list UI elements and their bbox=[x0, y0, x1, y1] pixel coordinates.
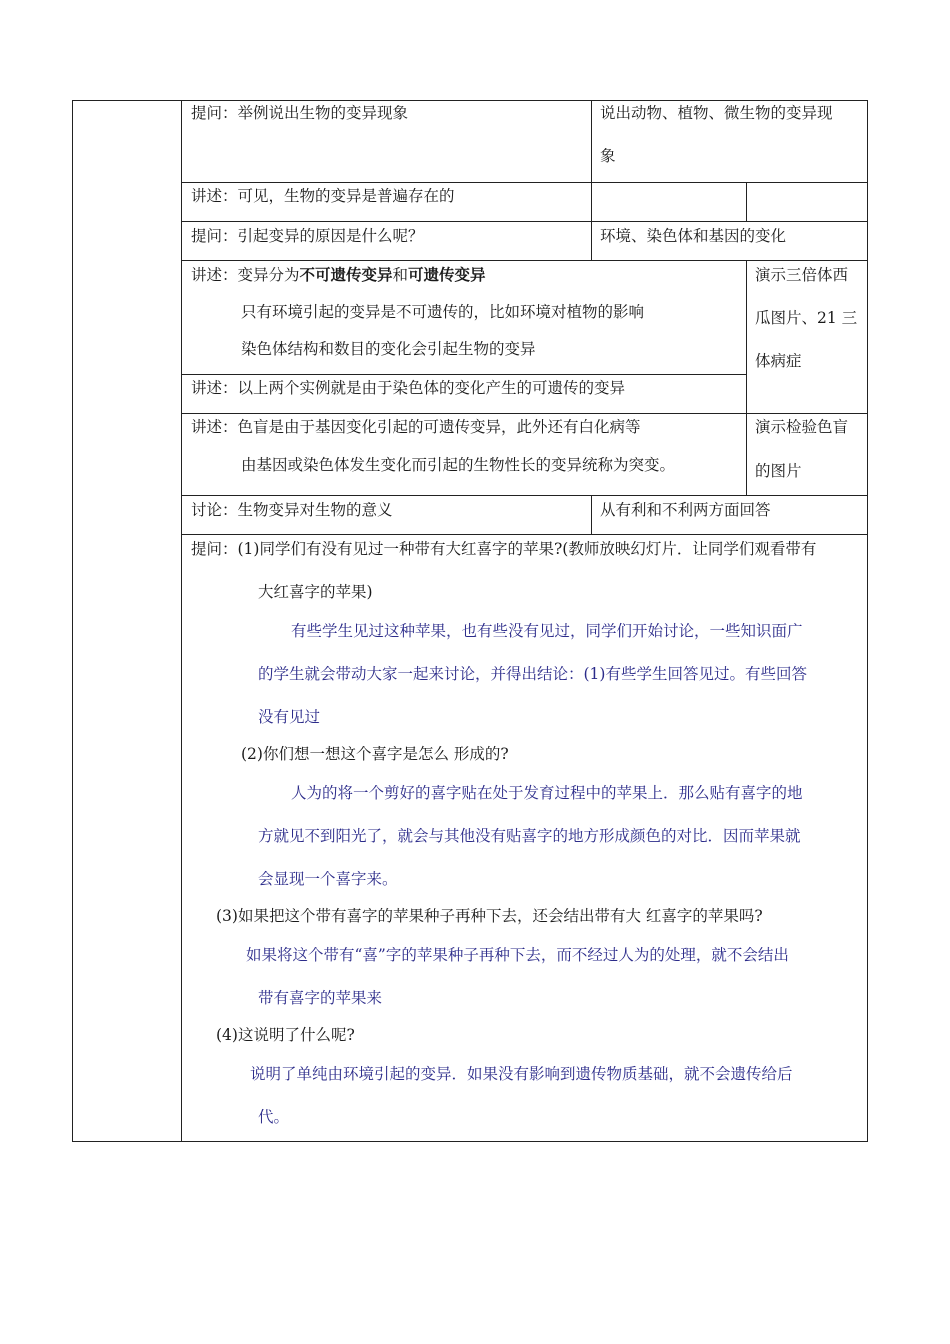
q2: (2)你们想一想这个喜字是怎么 形成的? bbox=[241, 745, 509, 763]
answer4-line2: 代。 bbox=[258, 1108, 290, 1126]
row-divider bbox=[181, 374, 747, 375]
row1-answer-line1: 说出动物、植物、微生物的变异现 bbox=[600, 104, 833, 122]
table-bottom-border bbox=[72, 1141, 868, 1142]
column-divider-1 bbox=[181, 100, 182, 1142]
q4: (4)这说明了什么呢? bbox=[216, 1026, 355, 1044]
answer2-line2: 方就见不到阳光了，就会与其他没有贴喜字的地方形成颜色的对比．因而苹果就 bbox=[258, 827, 801, 845]
row-divider bbox=[181, 260, 868, 261]
row1-question: 提问：举例说出生物的变异现象 bbox=[191, 104, 409, 122]
row4-demo-line2: 瓜图片、21 三 bbox=[755, 309, 858, 327]
row6-line2: 由基因或染色体发生变化而引起的生物性长的变异统称为突变。 bbox=[241, 456, 676, 474]
row-divider bbox=[181, 182, 868, 183]
row6-line1: 讲述：色盲是由于基因变化引起的可遗传变异，此外还有白化病等 bbox=[191, 418, 641, 436]
answer3-line1: 如果将这个带有“喜”字的苹果种子再种下去，而不经过人为的处理，就不会结出 bbox=[246, 946, 789, 964]
table-right-border bbox=[867, 100, 868, 1142]
answer2-line3: 会显现一个喜字来。 bbox=[258, 870, 398, 888]
row4-bold-term1: 不可遗传变异 bbox=[299, 265, 393, 284]
row2-statement: 讲述：可见，生物的变异是普遍存在的 bbox=[191, 187, 455, 205]
row7-answer: 从有利和不利两方面回答 bbox=[600, 501, 771, 519]
answer4-line1: 说明了单纯由环境引起的变异．如果没有影响到遗传物质基础，就不会遗传给后 bbox=[250, 1065, 793, 1083]
row4-line1 bbox=[191, 264, 486, 286]
column-divider-3 bbox=[746, 182, 747, 222]
row4-demo-line3: 体病症 bbox=[755, 352, 802, 370]
table-top-border bbox=[72, 100, 868, 101]
column-divider-2 bbox=[591, 100, 592, 222]
q3: (3)如果把这个带有喜字的苹果种子再种下去，还会结出带有大 红喜字的苹果吗? bbox=[216, 907, 763, 925]
row6-demo-line2: 的图片 bbox=[755, 462, 802, 480]
column-divider-2 bbox=[591, 221, 592, 261]
answer2-line1: 人为的将一个剪好的喜字贴在处于发育过程中的苹果上．那么贴有喜字的地 bbox=[291, 784, 803, 802]
row-divider bbox=[181, 221, 868, 222]
table-left-border bbox=[72, 100, 73, 1142]
row-divider bbox=[181, 413, 868, 414]
row5-statement: 讲述：以上两个实例就是由于染色体的变化产生的可遗传的变异 bbox=[191, 379, 626, 397]
column-divider-3 bbox=[746, 260, 747, 496]
row4-line2: 只有环境引起的变异是不可遗传的，比如环境对植物的影响 bbox=[241, 303, 645, 321]
row4-bold-term2: 可遗传变异 bbox=[408, 265, 486, 284]
row4-prefix: 讲述：变异分为 bbox=[191, 266, 300, 284]
row1-answer-line2: 象 bbox=[600, 147, 616, 165]
row7-discussion: 讨论：生物变异对生物的意义 bbox=[191, 501, 393, 519]
row4-demo-line1: 演示三倍体西 bbox=[755, 266, 849, 284]
row6-demo-line1: 演示检验色盲 bbox=[755, 418, 849, 436]
answer1-line2: 的学生就会带动大家一起来讨论，并得出结论：(1)有些学生回答见过。有些回答 bbox=[258, 665, 807, 683]
answer1-line1: 有些学生见过这种苹果，也有些没有见过，同学们开始讨论，一些知识面广 bbox=[291, 622, 803, 640]
q1-line2: 大红喜字的苹果) bbox=[258, 583, 373, 601]
row3-answer: 环境、染色体和基因的变化 bbox=[600, 227, 787, 245]
row-divider bbox=[181, 534, 868, 535]
row-divider bbox=[181, 495, 868, 496]
row4-line3: 染色体结构和数目的变化会引起生物的变异 bbox=[241, 340, 536, 358]
column-divider-2 bbox=[591, 495, 592, 535]
row3-question: 提问：引起变异的原因是什么呢？ bbox=[191, 227, 424, 245]
answer3-line2: 带有喜字的苹果来 bbox=[258, 989, 383, 1007]
answer1-line3: 没有见过 bbox=[258, 708, 321, 726]
q1-line1: 提问：(1)同学们有没有见过一种带有大红喜字的苹果?(教师放映幻灯片．让同学们观看带有 bbox=[191, 540, 817, 558]
row4-mid: 和 bbox=[392, 266, 409, 284]
